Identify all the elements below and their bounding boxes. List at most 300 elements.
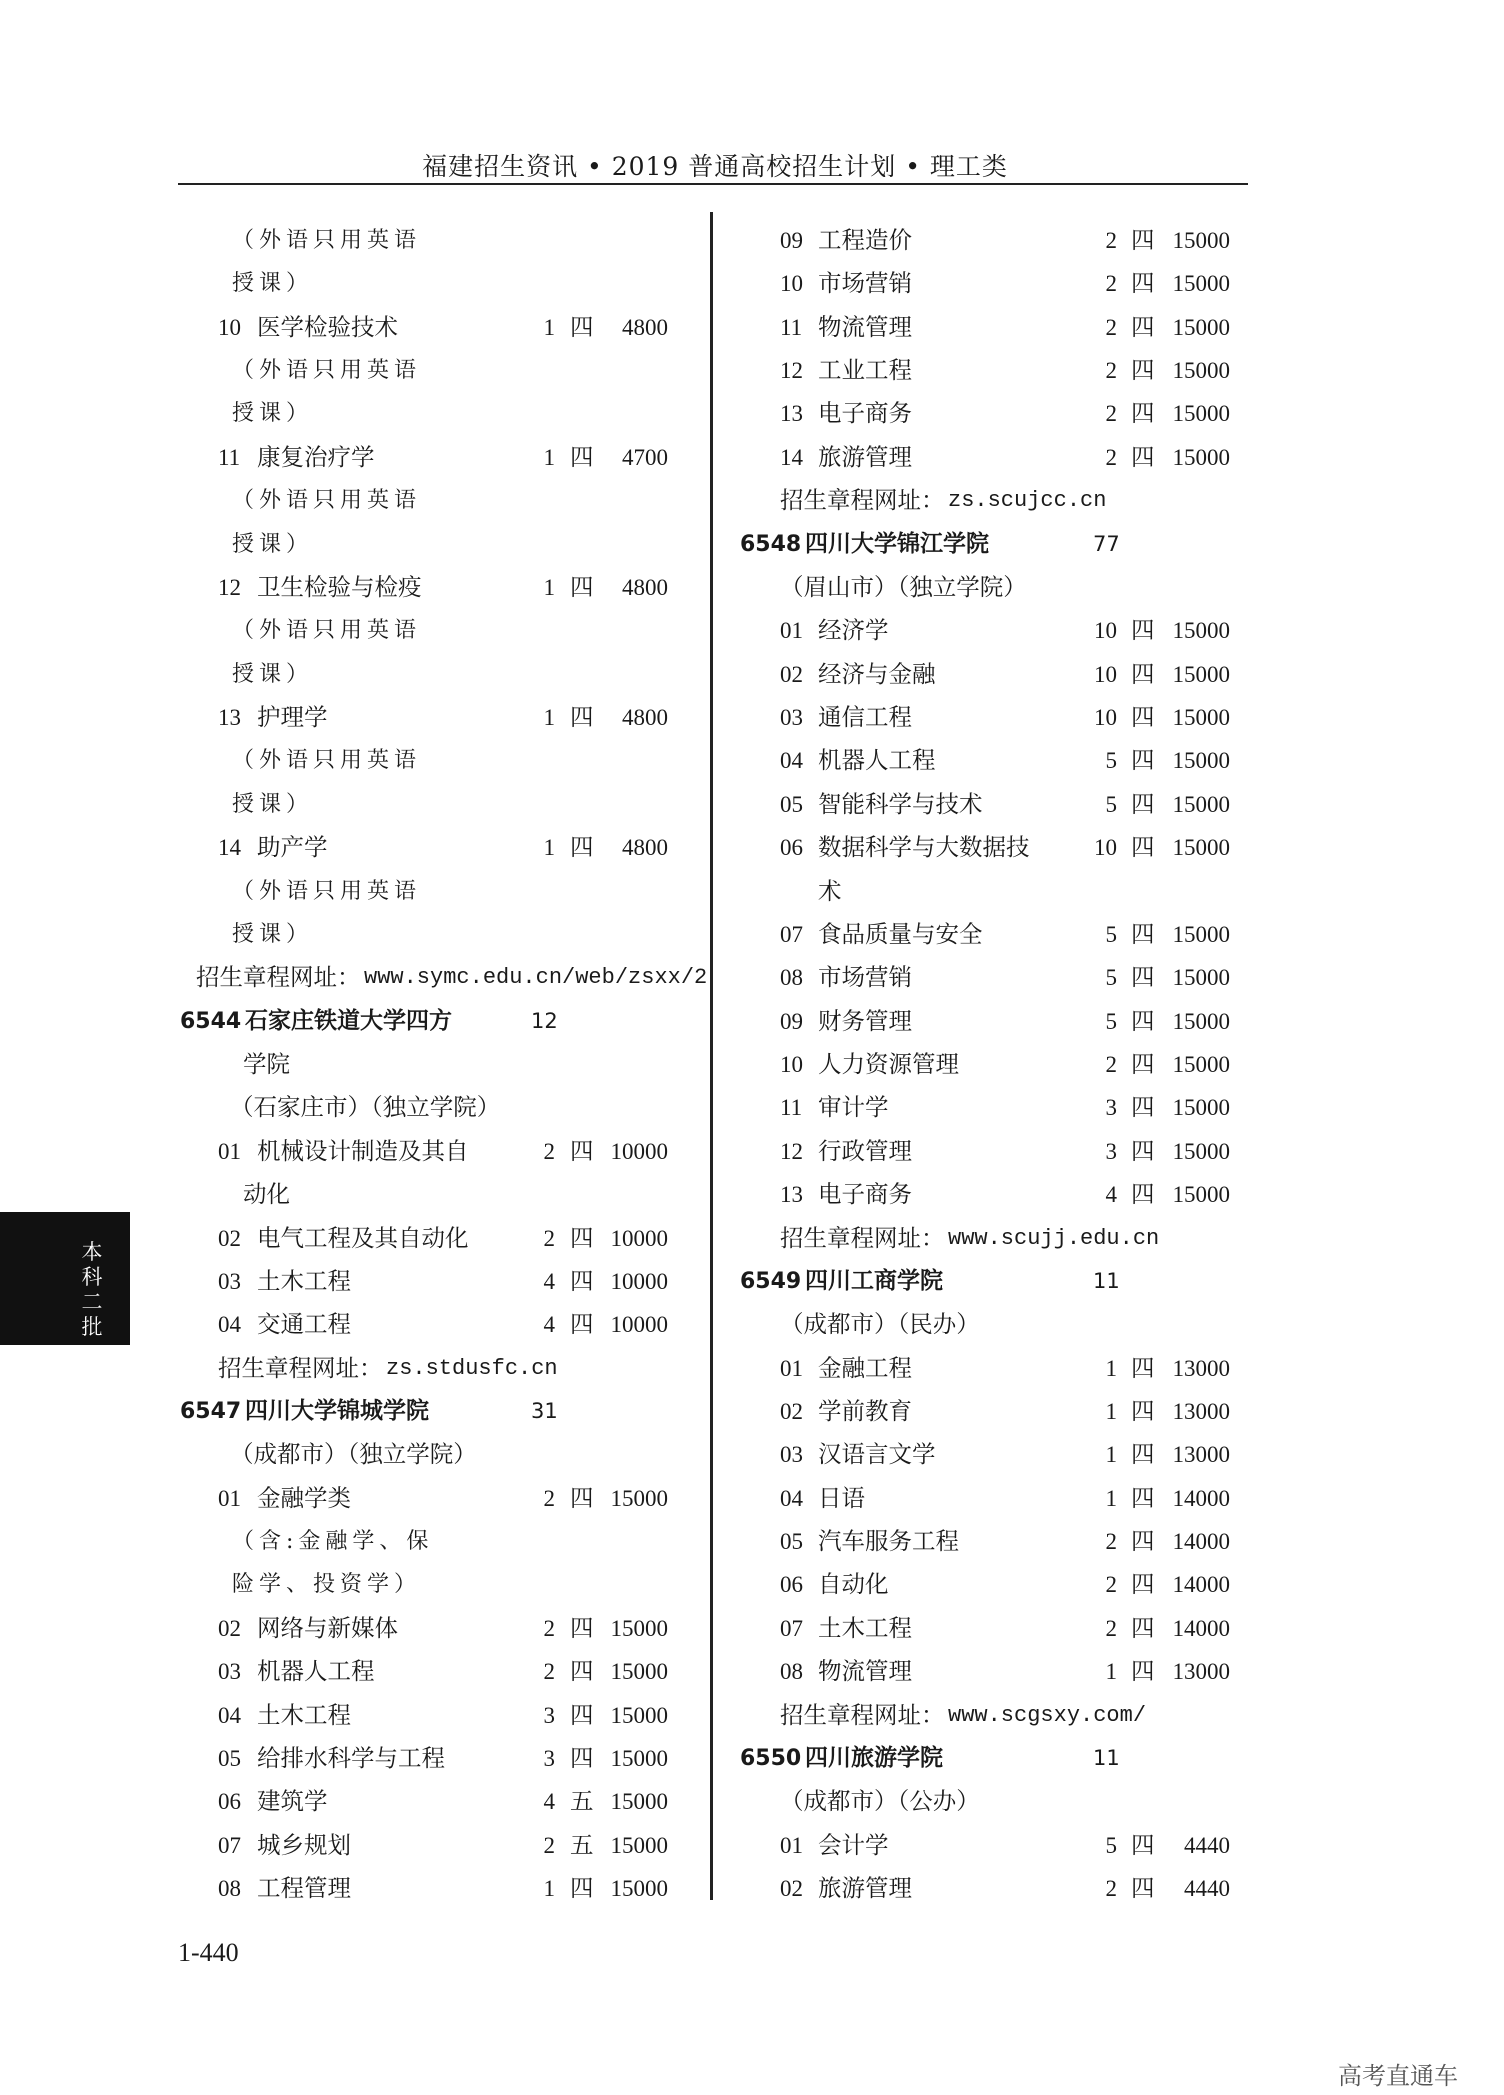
- major-number: 14: [218, 835, 241, 861]
- major-years: 四: [1131, 312, 1155, 341]
- school-row: [0, 1737, 1504, 1780]
- major-name: 机器人工程: [818, 746, 936, 775]
- major-number: 03: [218, 1659, 241, 1685]
- major-name: 物流管理: [818, 312, 912, 341]
- location-text: （眉山市）（独立学院）: [780, 572, 1027, 601]
- running-header: 福建招生资讯 • 2019 普通高校招生计划 • 理工类: [422, 152, 1008, 181]
- school-total: 11: [1093, 1745, 1120, 1770]
- major-name: 土木工程: [257, 1266, 351, 1295]
- major-name: 会计学: [818, 1830, 889, 1859]
- major-name: 卫生检验与检疫: [257, 572, 422, 601]
- major-number: 07: [780, 921, 803, 947]
- major-number: 07: [218, 1832, 241, 1858]
- charter-url-label: 招生章程网址：: [780, 1223, 945, 1252]
- school-code: 6547: [180, 1398, 242, 1424]
- major-number: 09: [780, 228, 803, 253]
- major-fee: 10000: [610, 1312, 668, 1338]
- major-years: 四: [1131, 1396, 1155, 1425]
- major-fee: 4800: [622, 835, 668, 861]
- major-name: 交通工程: [257, 1310, 351, 1339]
- major-count: 2: [543, 1138, 555, 1164]
- major-count: 2: [1105, 401, 1117, 427]
- major-number: 01: [780, 618, 803, 644]
- major-row: [0, 913, 1504, 956]
- major-fee: 15000: [1172, 791, 1230, 817]
- major-number: 03: [780, 705, 803, 731]
- major-name: 电子商务: [818, 1180, 912, 1209]
- major-number: 05: [780, 1529, 803, 1555]
- major-count: 1: [1105, 1398, 1117, 1424]
- major-name: 财务管理: [818, 1006, 912, 1035]
- school-total: 11: [1093, 1268, 1120, 1293]
- major-years: 四: [570, 833, 594, 862]
- note-text: 授课）: [232, 401, 314, 427]
- major-years: 四: [1131, 659, 1155, 688]
- major-name: 汽车服务工程: [818, 1527, 959, 1556]
- major-name: 经济学: [818, 616, 889, 645]
- major-row: [0, 1563, 1504, 1606]
- major-name: 土木工程: [257, 1700, 351, 1729]
- major-years: 四: [1131, 1006, 1155, 1035]
- location-text: （成都市）（公办）: [780, 1787, 980, 1816]
- major-number: 13: [780, 1182, 803, 1208]
- major-fee: 15000: [1172, 228, 1230, 253]
- charter-url: www.symc.edu.cn/web/zsxx/2: [364, 965, 708, 991]
- major-count: 5: [1105, 965, 1117, 991]
- major-name: 经济与金融: [818, 659, 936, 688]
- major-number: 07: [780, 1615, 803, 1641]
- charter-url: www.scgsxy.com/: [948, 1702, 1147, 1728]
- major-fee: 15000: [610, 1832, 668, 1858]
- major-row: [0, 1650, 1504, 1693]
- major-count: 2: [543, 1615, 555, 1641]
- major-years: 四: [570, 703, 594, 732]
- major-row: [0, 1347, 1504, 1390]
- major-years: 四: [570, 1266, 594, 1295]
- major-name: 市场营销: [818, 963, 912, 992]
- major-years: 四: [570, 1874, 594, 1903]
- major-count: 4: [543, 1789, 555, 1815]
- major-number: 04: [218, 1702, 241, 1728]
- major-fee: 15000: [1172, 1095, 1230, 1121]
- major-number: 11: [780, 1095, 803, 1121]
- major-number: 12: [218, 574, 241, 600]
- major-row: [0, 1520, 1504, 1563]
- major-count: 2: [1105, 1876, 1117, 1902]
- major-name: 医学检验技术: [257, 312, 398, 341]
- school-total: 12: [531, 1008, 558, 1033]
- major-years: 四: [1131, 746, 1155, 775]
- major-name: 物流管理: [818, 1657, 912, 1686]
- charter-url-row: [0, 479, 1504, 522]
- major-years: 四: [570, 1700, 594, 1729]
- major-count: 3: [1105, 1095, 1117, 1121]
- major-number: 05: [780, 791, 803, 817]
- major-number: 08: [780, 1659, 803, 1685]
- location-text: （石家庄市）（独立学院）: [230, 1093, 501, 1122]
- major-fee: 15000: [610, 1659, 668, 1685]
- major-number: 13: [780, 401, 803, 427]
- major-row: [0, 1043, 1504, 1086]
- school-name: 四川旅游学院: [805, 1744, 943, 1771]
- major-years: 四: [1131, 226, 1155, 254]
- note-text: 险学、投资学）: [232, 1572, 422, 1598]
- major-fee: 15000: [1172, 1138, 1230, 1164]
- major-row: [0, 1086, 1504, 1129]
- location-text: （成都市）（独立学院）: [230, 1440, 477, 1469]
- school-code: 6550: [740, 1745, 802, 1771]
- major-fee: 15000: [610, 1485, 668, 1511]
- major-number: 10: [780, 1052, 803, 1078]
- major-fee: 4440: [1184, 1876, 1230, 1902]
- major-number: 02: [780, 661, 803, 687]
- school-code: 6549: [740, 1268, 802, 1294]
- major-name: 电气工程及其自动化: [257, 1223, 469, 1252]
- major-fee: 15000: [1172, 314, 1230, 340]
- major-years: 五: [570, 1830, 594, 1859]
- major-number: 14: [780, 444, 803, 470]
- major-row: [0, 1433, 1504, 1476]
- note-text: 授课）: [232, 921, 314, 947]
- major-years: 四: [1131, 1180, 1155, 1209]
- major-count: 2: [543, 1485, 555, 1511]
- side-tab: [0, 1212, 130, 1345]
- major-number: 08: [780, 965, 803, 991]
- note-text: 授课）: [232, 661, 314, 687]
- major-fee: 15000: [1172, 1008, 1230, 1034]
- major-years: 四: [1131, 269, 1155, 298]
- major-row: [0, 1173, 1504, 1216]
- major-name: 康复治疗学: [257, 442, 375, 471]
- major-fee: 14000: [1172, 1485, 1230, 1511]
- major-count: 4: [543, 1312, 555, 1338]
- major-fee: 13000: [1172, 1398, 1230, 1424]
- major-row: [0, 306, 1504, 349]
- major-fee: 13000: [1172, 1659, 1230, 1685]
- major-count: 2: [1105, 314, 1117, 340]
- major-count: 4: [1105, 1182, 1117, 1208]
- major-count: 1: [1105, 1355, 1117, 1381]
- major-number: 11: [780, 314, 803, 340]
- major-row: [0, 1390, 1504, 1433]
- major-years: 四: [570, 1136, 594, 1165]
- major-fee: 15000: [1172, 271, 1230, 297]
- major-name: 食品质量与安全: [818, 919, 983, 948]
- school-row: [0, 523, 1504, 566]
- major-years: 四: [570, 1657, 594, 1686]
- page-number: 1-440: [178, 1938, 239, 1967]
- major-years: 四: [1131, 833, 1155, 862]
- major-number: 01: [218, 1138, 241, 1164]
- major-years: 四: [1131, 1136, 1155, 1165]
- major-row: [0, 219, 1504, 262]
- major-count: 10: [1094, 618, 1117, 644]
- major-count: 1: [543, 1876, 555, 1902]
- continuation-text: 术: [818, 876, 842, 905]
- major-fee: 4700: [622, 444, 668, 470]
- major-count: 5: [1105, 1832, 1117, 1858]
- major-name: 电子商务: [818, 399, 912, 428]
- major-count: 3: [543, 1745, 555, 1771]
- major-name: 汉语言文学: [818, 1440, 936, 1469]
- major-years: 四: [570, 442, 594, 471]
- major-name: 建筑学: [257, 1787, 328, 1816]
- major-fee: 15000: [1172, 618, 1230, 644]
- major-fee: 15000: [1172, 661, 1230, 687]
- major-fee: 14000: [1172, 1572, 1230, 1598]
- major-number: 06: [780, 835, 803, 861]
- major-count: 10: [1094, 661, 1117, 687]
- watermark: 高考直通车: [1338, 2062, 1458, 2090]
- major-name: 学前教育: [818, 1396, 912, 1425]
- major-years: 四: [1131, 399, 1155, 428]
- major-name: 机器人工程: [257, 1657, 375, 1686]
- major-number: 02: [780, 1398, 803, 1424]
- major-row: [0, 349, 1504, 392]
- major-count: 3: [543, 1702, 555, 1728]
- major-name: 机械设计制造及其自: [257, 1136, 469, 1165]
- major-fee: 14000: [1172, 1529, 1230, 1555]
- major-name: 金融学类: [257, 1483, 351, 1512]
- major-number: 01: [218, 1485, 241, 1511]
- school-code: 6544: [180, 1008, 242, 1034]
- school-row: [0, 1260, 1504, 1303]
- major-fee: 10000: [610, 1225, 668, 1251]
- major-count: 5: [1105, 791, 1117, 817]
- major-fee: 15000: [1172, 965, 1230, 991]
- major-fee: 15000: [1172, 444, 1230, 470]
- major-row: [0, 653, 1504, 696]
- major-name: 市场营销: [818, 269, 912, 298]
- major-row: [0, 262, 1504, 305]
- major-count: 2: [1105, 1529, 1117, 1555]
- major-number: 02: [218, 1615, 241, 1641]
- major-years: 五: [570, 1787, 594, 1816]
- major-years: 四: [570, 1483, 594, 1512]
- major-years: 四: [1131, 919, 1155, 948]
- major-row: [0, 739, 1504, 782]
- major-count: 2: [1105, 228, 1117, 253]
- major-years: 四: [1131, 1874, 1155, 1903]
- charter-url-row: [0, 1217, 1504, 1260]
- major-number: 04: [218, 1312, 241, 1338]
- major-fee: 4440: [1184, 1832, 1230, 1858]
- major-count: 1: [1105, 1485, 1117, 1511]
- major-row: [0, 826, 1504, 869]
- major-number: 11: [218, 444, 241, 470]
- note-text: （外语只用英语: [232, 358, 422, 384]
- charter-url-label: 招生章程网址：: [218, 1353, 383, 1382]
- note-text: （外语只用英语: [232, 878, 422, 904]
- major-count: 4: [543, 1268, 555, 1294]
- major-name: 金融工程: [818, 1353, 912, 1382]
- major-years: 四: [570, 1310, 594, 1339]
- school-location: [0, 1780, 1504, 1823]
- major-count: 2: [543, 1832, 555, 1858]
- major-fee: 13000: [1172, 1355, 1230, 1381]
- major-fee: 15000: [610, 1876, 668, 1902]
- school-name: 四川工商学院: [805, 1267, 943, 1294]
- name-continuation: [0, 870, 1504, 913]
- side-tab-label: 本科二批: [81, 1240, 103, 1339]
- major-number: 10: [780, 271, 803, 297]
- major-count: 1: [1105, 1659, 1117, 1685]
- charter-url: www.scujj.edu.cn: [948, 1225, 1160, 1251]
- major-years: 四: [1131, 1483, 1155, 1512]
- major-row: [0, 696, 1504, 739]
- major-count: 5: [1105, 921, 1117, 947]
- continuation-text: 动化: [243, 1180, 290, 1209]
- school-name: 石家庄铁道大学四方: [245, 1007, 452, 1034]
- major-number: 12: [780, 358, 803, 384]
- major-row: [0, 436, 1504, 479]
- major-years: 四: [1131, 1613, 1155, 1642]
- school-total: 31: [531, 1398, 558, 1423]
- major-row: [0, 1477, 1504, 1520]
- major-number: 03: [218, 1268, 241, 1294]
- major-years: 四: [570, 1223, 594, 1252]
- charter-url-label: 招生章程网址：: [780, 1700, 945, 1729]
- note-text: （外语只用英语: [232, 488, 422, 514]
- major-fee: 15000: [610, 1745, 668, 1771]
- major-count: 10: [1094, 835, 1117, 861]
- major-count: 10: [1094, 705, 1117, 731]
- major-row: [0, 392, 1504, 435]
- school-name: 四川大学锦城学院: [245, 1397, 429, 1424]
- major-fee: 15000: [1172, 1052, 1230, 1078]
- major-name: 助产学: [257, 833, 328, 862]
- major-name: 人力资源管理: [818, 1050, 959, 1079]
- major-years: 四: [570, 572, 594, 601]
- major-number: 08: [218, 1876, 241, 1902]
- charter-url-label: 招生章程网址：: [780, 486, 945, 515]
- major-count: 2: [1105, 444, 1117, 470]
- major-row: [0, 1000, 1504, 1043]
- major-years: 四: [1131, 1440, 1155, 1469]
- major-fee: 13000: [1172, 1442, 1230, 1468]
- major-fee: 15000: [1172, 748, 1230, 774]
- major-count: 5: [1105, 1008, 1117, 1034]
- major-years: 四: [1131, 963, 1155, 992]
- note-text: （外语只用英语: [232, 618, 422, 644]
- major-row: [0, 609, 1504, 652]
- major-fee: 14000: [1172, 1615, 1230, 1641]
- major-name: 城乡规划: [257, 1830, 351, 1859]
- major-count: 1: [543, 705, 555, 731]
- note-text: 授课）: [232, 531, 314, 557]
- major-name: 行政管理: [818, 1136, 912, 1165]
- charter-url-row: [0, 1694, 1504, 1737]
- major-name: 智能科学与技术: [818, 789, 983, 818]
- major-count: 2: [543, 1225, 555, 1251]
- major-name: 旅游管理: [818, 1874, 912, 1903]
- note-text: 授课）: [232, 271, 314, 297]
- major-count: 1: [543, 314, 555, 340]
- major-name: 审计学: [818, 1093, 889, 1122]
- major-years: 四: [1131, 703, 1155, 732]
- major-years: 四: [1131, 1527, 1155, 1556]
- note-text: （外语只用英语: [232, 748, 422, 774]
- major-number: 06: [780, 1572, 803, 1598]
- major-number: 03: [780, 1442, 803, 1468]
- major-name: 工业工程: [818, 356, 912, 385]
- school-name: 四川大学锦江学院: [805, 530, 989, 557]
- major-fee: 15000: [1172, 401, 1230, 427]
- major-name: 旅游管理: [818, 442, 912, 471]
- major-number: 02: [780, 1876, 803, 1902]
- major-fee: 15000: [1172, 358, 1230, 384]
- major-count: 2: [1105, 1615, 1117, 1641]
- major-fee: 15000: [1172, 705, 1230, 731]
- school-total: 77: [1093, 531, 1120, 556]
- major-row: [0, 1607, 1504, 1650]
- major-years: 四: [1131, 442, 1155, 471]
- major-years: 四: [1131, 1657, 1155, 1686]
- charter-url-label: 招生章程网址：: [196, 963, 361, 992]
- major-name: 护理学: [257, 703, 328, 732]
- major-name: 工程管理: [257, 1874, 351, 1903]
- major-years: 四: [1131, 356, 1155, 385]
- major-count: 2: [1105, 1572, 1117, 1598]
- major-count: 3: [1105, 1138, 1117, 1164]
- major-number: 09: [780, 1008, 803, 1034]
- major-row: [0, 783, 1504, 826]
- major-name: 工程造价: [818, 226, 912, 254]
- major-name: 通信工程: [818, 703, 912, 732]
- major-years: 四: [570, 1613, 594, 1642]
- major-number: 01: [780, 1832, 803, 1858]
- major-count: 1: [543, 835, 555, 861]
- major-number: 12: [780, 1138, 803, 1164]
- major-years: 四: [1131, 1050, 1155, 1079]
- major-name: 土木工程: [818, 1613, 912, 1642]
- major-name: 日语: [818, 1483, 865, 1512]
- major-fee: 15000: [1172, 835, 1230, 861]
- header-rule: [178, 183, 1248, 185]
- major-fee: 15000: [1172, 1182, 1230, 1208]
- major-number: 10: [218, 314, 241, 340]
- school-location: [0, 1303, 1504, 1346]
- major-count: 2: [1105, 358, 1117, 384]
- note-text: （外语只用英语: [232, 228, 422, 253]
- major-fee: 4800: [622, 314, 668, 340]
- charter-url: zs.scujcc.cn: [948, 488, 1107, 514]
- major-number: 01: [780, 1355, 803, 1381]
- major-row: [0, 956, 1504, 999]
- major-years: 四: [1131, 789, 1155, 818]
- school-location: [0, 566, 1504, 609]
- continuation-text: 学院: [243, 1050, 290, 1079]
- major-number: 02: [218, 1225, 241, 1251]
- major-name: 给排水科学与工程: [257, 1743, 445, 1772]
- major-years: 四: [1131, 1830, 1155, 1859]
- major-years: 四: [570, 1743, 594, 1772]
- charter-url: zs.stdusfc.cn: [386, 1355, 558, 1381]
- note-text: （含:金融学、保: [232, 1529, 434, 1555]
- major-number: 04: [780, 748, 803, 774]
- major-count: 1: [543, 574, 555, 600]
- major-fee: 10000: [610, 1268, 668, 1294]
- major-count: 2: [1105, 271, 1117, 297]
- major-row: [0, 1867, 1504, 1910]
- major-years: 四: [1131, 1093, 1155, 1122]
- major-count: 1: [543, 444, 555, 470]
- major-row: [0, 1824, 1504, 1867]
- major-name: 数据科学与大数据技: [818, 833, 1030, 862]
- major-fee: 15000: [610, 1615, 668, 1641]
- note-text: 授课）: [232, 791, 314, 817]
- major-fee: 15000: [610, 1789, 668, 1815]
